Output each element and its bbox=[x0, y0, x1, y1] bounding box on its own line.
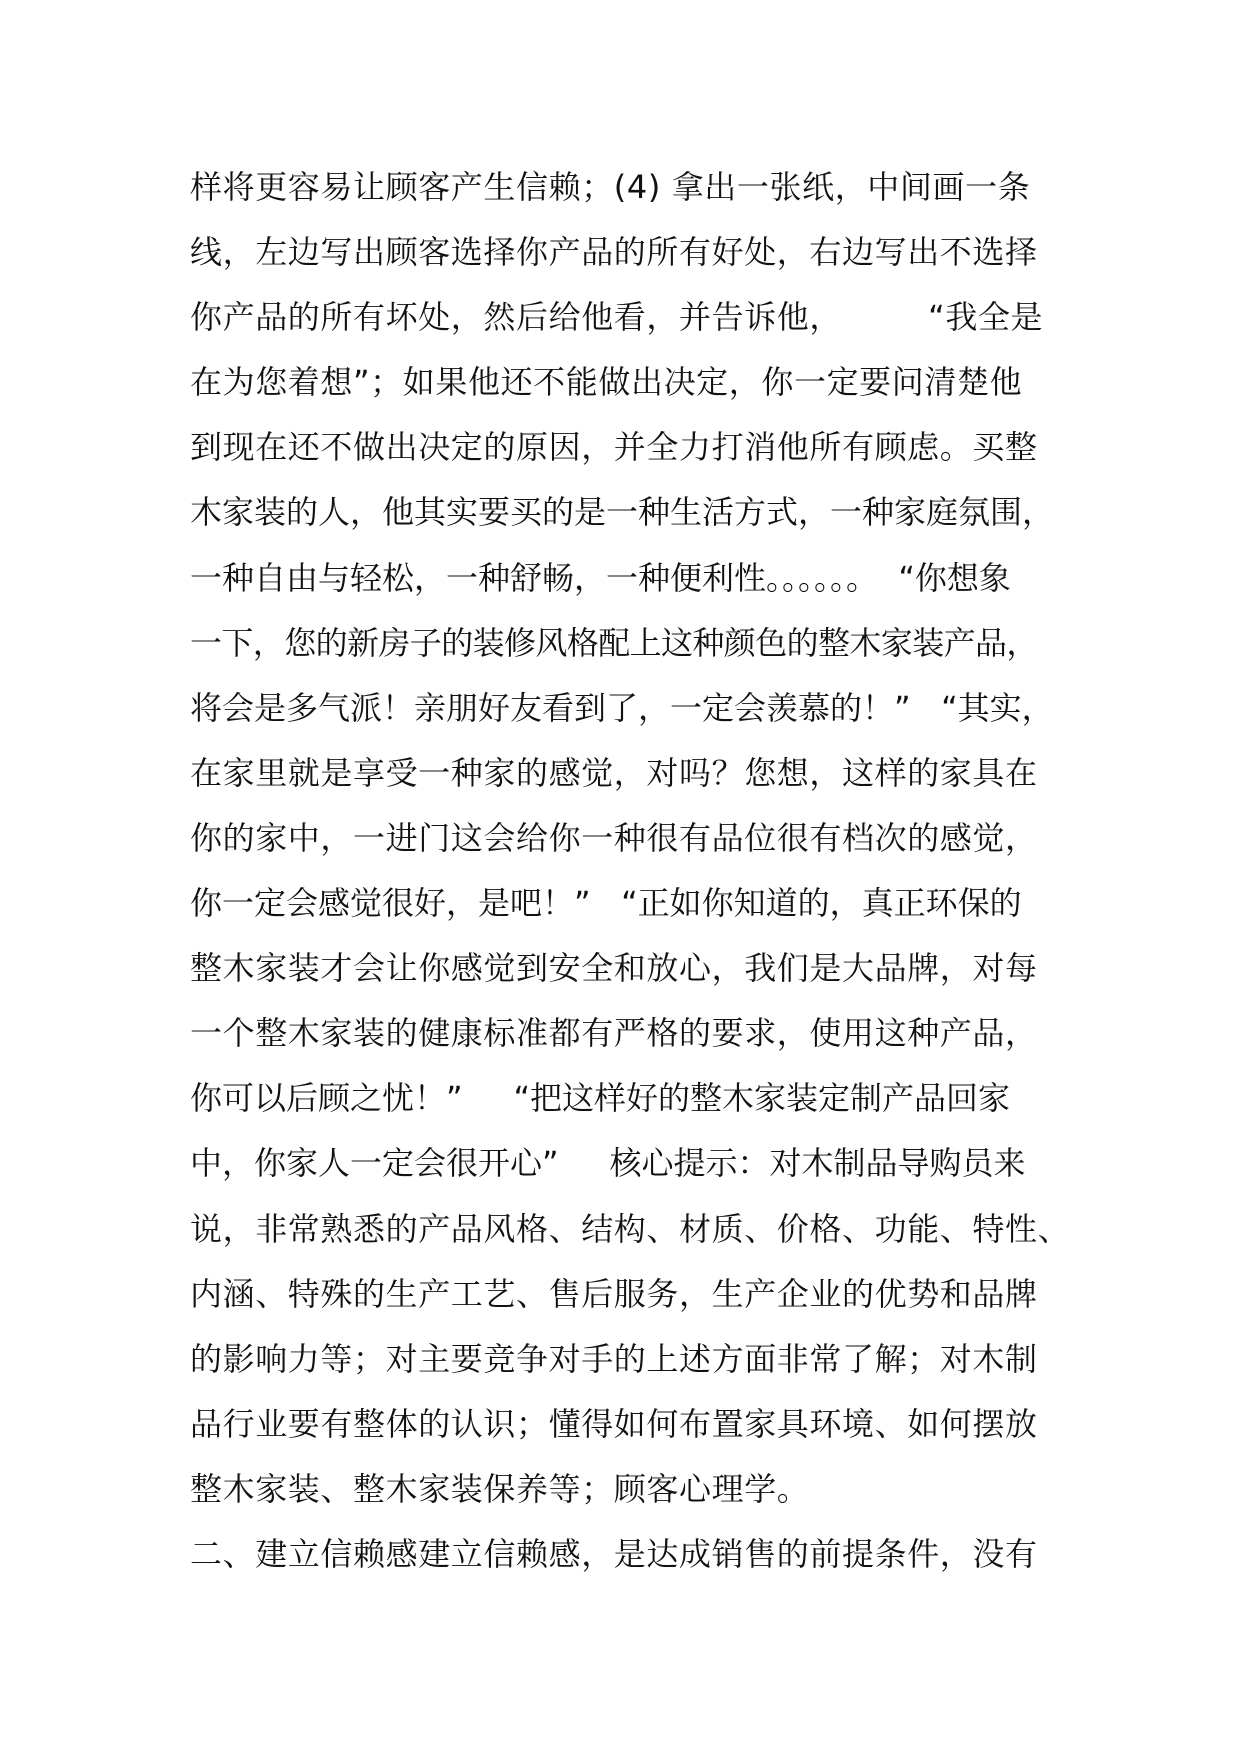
text-line-12: 你一定会感觉很好，是吧！” “正如你知道的，真正环保的 bbox=[190, 884, 1022, 923]
text-line-10: 在家里就是享受一种家的感觉，对吗？您想，这样的家具在 bbox=[190, 753, 1038, 792]
text-line-17: 说，非常熟悉的产品风格、结构、材质、价格、功能、特性、 bbox=[190, 1209, 1071, 1248]
text-line-8: 一下，您的新房子的装修风格配上这种颜色的整木家装产品， bbox=[190, 623, 1038, 662]
text-line-14: 一个整木家装的健康标准都有严格的要求，使用这种产品， bbox=[190, 1014, 1038, 1053]
text-line-16: 中，你家人一定会很开心” 核心提示：对木制品导购员来 bbox=[190, 1144, 1026, 1183]
body-text bbox=[190, 155, 1071, 1587]
text-line-13: 整木家装才会让你感觉到安全和放心，我们是大品牌，对每 bbox=[190, 949, 1038, 988]
text-line-5: 到现在还不做出决定的原因，并全力打消他所有顾虑。买整 bbox=[190, 428, 1038, 467]
text-line-2: 线，左边写出顾客选择你产品的所有好处，右边写出不选择 bbox=[190, 233, 1038, 272]
text-line-7: 一种自由与轻松，一种舒畅，一种便利性。。。。。。 “你想象 bbox=[190, 558, 1011, 597]
text-line-6: 木家装的人，他其实要买的是一种生活方式，一种家庭氛围， bbox=[190, 493, 1055, 532]
text-line-18: 内涵、特殊的生产工艺、售后服务，生产企业的优势和品牌 bbox=[190, 1274, 1038, 1313]
text-line-1: 样将更容易让顾客产生信赖；(4) 拿出一张纸，中间画一条 bbox=[190, 168, 1031, 206]
text-line-20: 品行业要有整体的认识；懂得如何布置家具环境、如何摆放 bbox=[190, 1404, 1038, 1443]
text-line-3: 你产品的所有坏处，然后给他看，并告诉他， “我全是 bbox=[190, 298, 1044, 337]
text-line-11: 你的家中，一进门这会给你一种很有品位很有档次的感觉， bbox=[190, 818, 1038, 857]
text-line-15: 你可以后顾之忧！” “把这样好的整木家装定制产品回家 bbox=[190, 1079, 1011, 1118]
text-line-22: 二、建立信赖感建立信赖感，是达成销售的前提条件，没有 bbox=[190, 1534, 1038, 1573]
text-line-21: 整木家装、整木家装保养等；顾客心理学。 bbox=[190, 1469, 810, 1508]
text-line-9: 将会是多气派！亲朋好友看到了，一定会羡慕的！” “其实， bbox=[190, 688, 1054, 727]
text-line-4: 在为您着想”；如果他还不能做出决定，你一定要问清楚他 bbox=[190, 363, 1023, 402]
text-line-19: 的影响力等；对主要竞争对手的上述方面非常了解；对木制 bbox=[190, 1339, 1038, 1378]
